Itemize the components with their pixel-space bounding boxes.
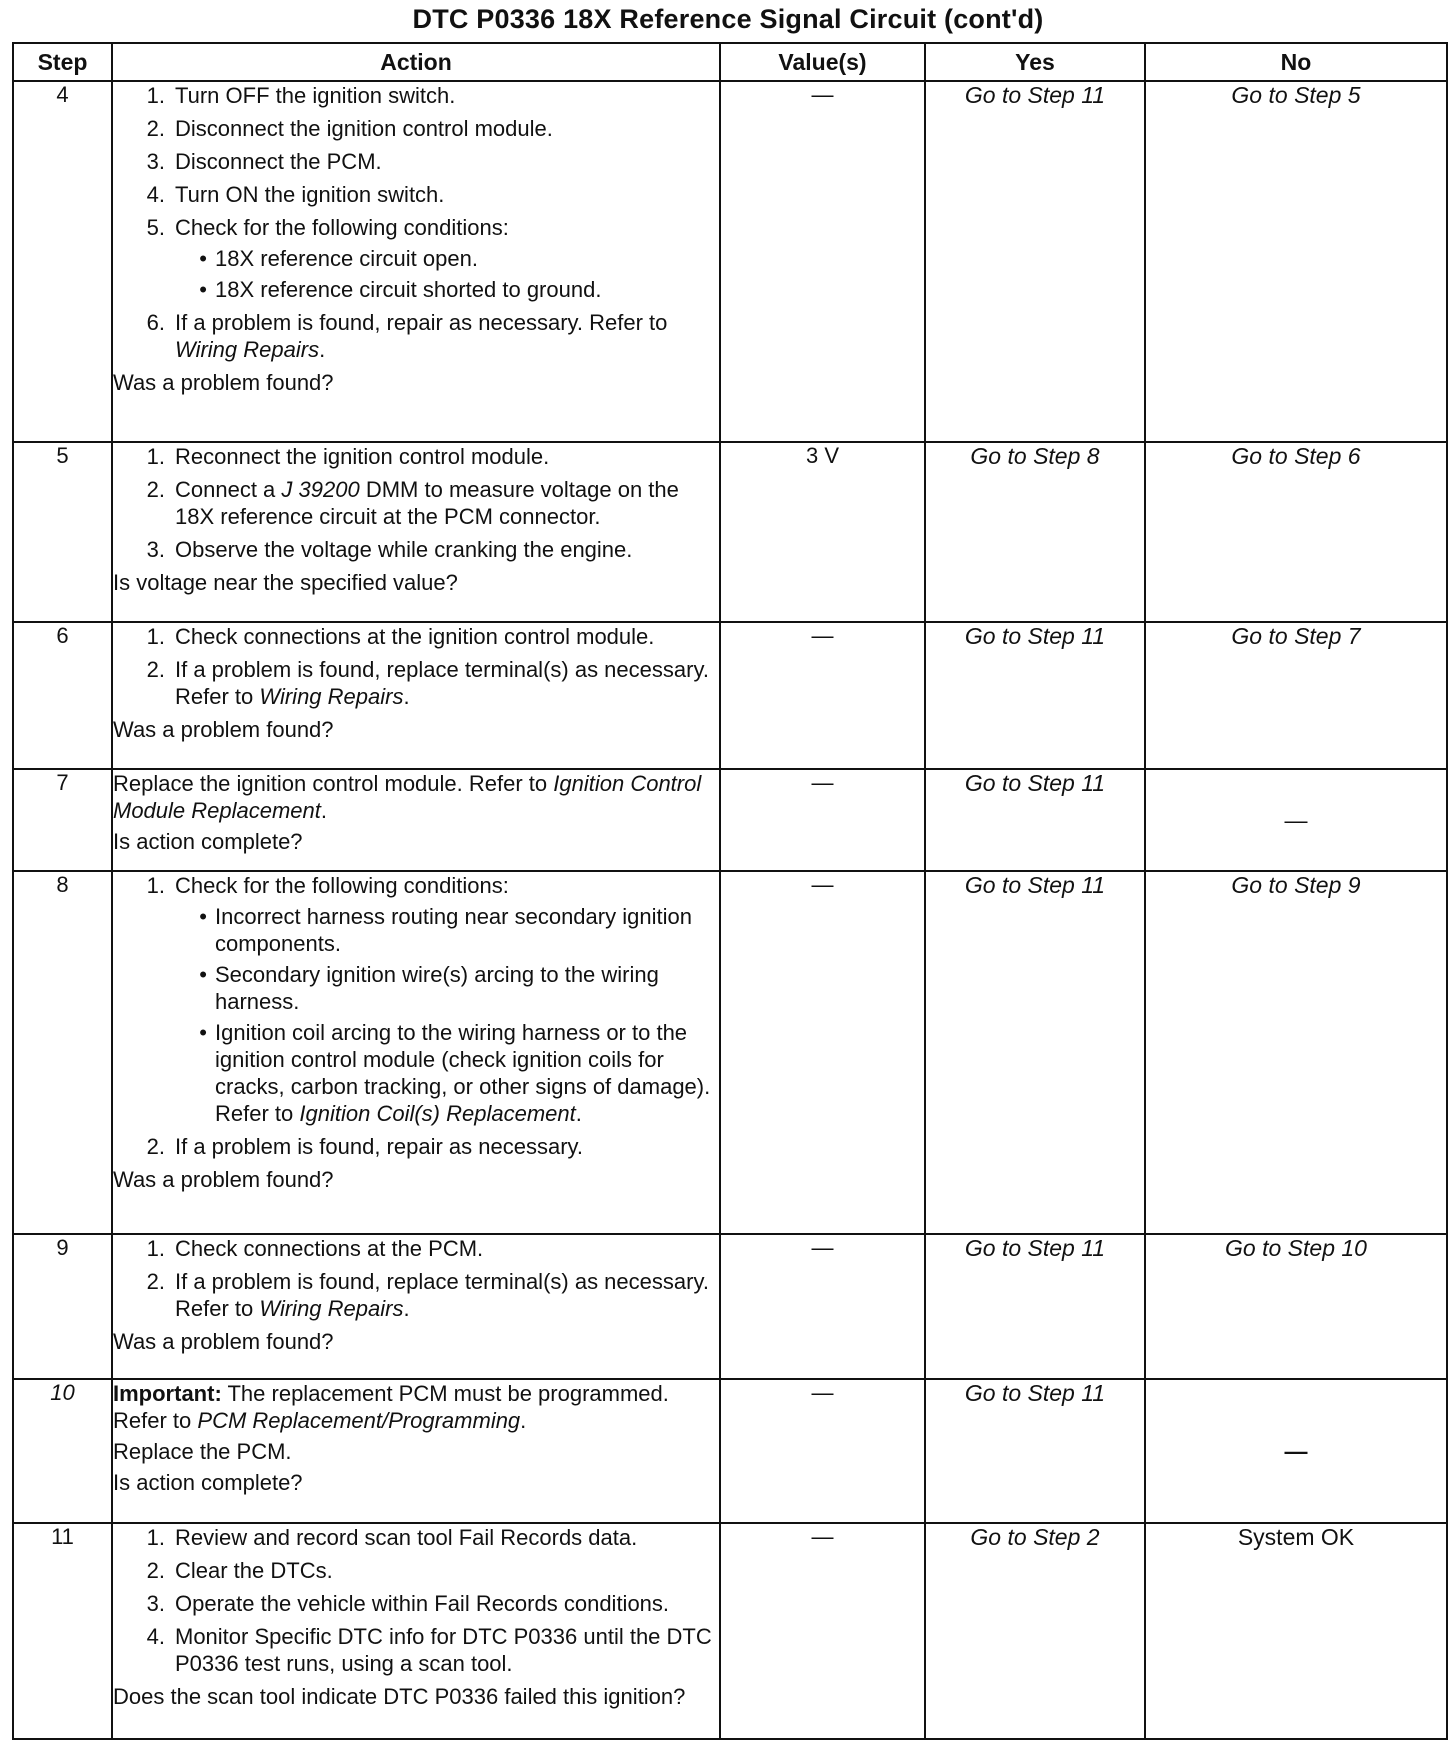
step-number: 11 [13, 1523, 112, 1739]
bullet-item: 18X reference circuit open. [215, 246, 478, 271]
header-action: Action [112, 43, 720, 81]
page-title: DTC P0336 18X Reference Signal Circuit (cont'd) [412, 4, 1044, 34]
action-question: Is action complete? [113, 829, 303, 854]
action-item: Monitor Specific DTC info for DTC P0336 until the DTC P0336 test runs, using a scan tool. [175, 1624, 712, 1676]
action-item: If a problem is found, replace terminal(s) as necessary. Refer to [175, 657, 709, 709]
action-question: Is voltage near the specified value? [113, 570, 458, 595]
table-row [13, 81, 1447, 442]
no-result: Go to Step 7 [1145, 622, 1447, 769]
header-values: Value(s) [720, 43, 925, 81]
step-number: 9 [13, 1234, 112, 1379]
reference-link: Wiring Repairs [175, 337, 320, 362]
tool-reference: J 39200 [281, 477, 360, 502]
bullet-item: Incorrect harness routing near secondary ignition components. [215, 904, 692, 956]
action-item: DMM to measure voltage on the 18X reference circuit at the PCM connector. [175, 477, 679, 529]
yes-result: Go to Step 11 [925, 1234, 1145, 1379]
step-number: 10 [13, 1379, 112, 1523]
action-cell: 1. Reconnect the ignition control module. 2. Connect a J 39200 DMM to measure voltage on the 18X reference circuit at the PCM connector. 3. Observe the voltage while cranking the engine. Is voltage near the specified value? [112, 442, 720, 622]
value-cell: — [720, 81, 925, 442]
yes-result: Go to Step 11 [925, 622, 1145, 769]
value-cell: — [720, 622, 925, 769]
value-cell: — [720, 1234, 925, 1379]
action-question: Was a problem found? [113, 370, 334, 395]
step-number: 6 [13, 622, 112, 769]
bullet-item: Ignition coil arcing to the wiring harness or to the ignition control module (check ignition coils for cracks, carbon tracking, or other signs of damage). Refer to [215, 1020, 711, 1126]
table-row [13, 1234, 1447, 1379]
no-result: — [1145, 769, 1447, 871]
reference-link: Wiring Repairs [259, 1296, 404, 1321]
action-item: Disconnect the ignition control module. [175, 116, 553, 141]
value-cell: — [720, 1379, 925, 1523]
action-question: Does the scan tool indicate DTC P0336 failed this ignition? [113, 1684, 686, 1709]
value-cell: — [720, 769, 925, 871]
action-question: Is action complete? [113, 1470, 303, 1495]
action-text: Replace the ignition control module. Refer to [113, 771, 548, 796]
no-result: System OK [1145, 1523, 1447, 1739]
step-number: 4 [13, 81, 112, 442]
reference-link: Ignition Control Module Replacement [113, 771, 702, 823]
action-item: If a problem is found, repair as necessary. [175, 1134, 584, 1159]
action-item: Check connections at the ignition control module. [175, 624, 655, 649]
step-number: 5 [13, 442, 112, 622]
action-item: Connect a [175, 477, 276, 502]
table-row [13, 769, 1447, 871]
action-question: Was a problem found? [113, 1329, 334, 1354]
step-number: 7 [13, 769, 112, 871]
action-cell: 1. Check connections at the ignition control module. 2. If a problem is found, replace terminal(s) as necessary. Refer to Wiring Repairs. Was a problem found? [112, 622, 720, 769]
table-row [13, 1523, 1447, 1739]
yes-result: Go to Step 11 [925, 871, 1145, 1234]
no-result: — [1145, 1379, 1447, 1523]
action-item: Operate the vehicle within Fail Records conditions. [175, 1591, 670, 1616]
action-cell: 1. Check for the following conditions: • Incorrect harness routing near secondary ignition components. • Secondary ignition wire(s) arcing to the wiring harness. • Ignition coil arcing to the wiring harness or to the ignition control module (check ignition coils for cracks, carbon tracking, or other signs of damage). Refer to Ignition Coil(s) Replacement. 2. If a problem is found, repair as necessary. Was a problem found? [112, 871, 720, 1234]
header-yes: Yes [925, 43, 1145, 81]
action-item: Clear the DTCs. [175, 1558, 333, 1583]
important-note: The replacement PCM must be programmed. Refer to [113, 1381, 669, 1433]
reference-link: Wiring Repairs [259, 684, 404, 709]
yes-result: Go to Step 11 [925, 81, 1145, 442]
header-no: No [1145, 43, 1447, 81]
no-result: Go to Step 10 [1145, 1234, 1447, 1379]
table-row [13, 442, 1447, 622]
action-question: Was a problem found? [113, 1167, 334, 1192]
yes-result: Go to Step 11 [925, 1379, 1145, 1523]
action-cell: 1. Turn OFF the ignition switch. 2. Disconnect the ignition control module. 3. Disconnect the PCM. 4. Turn ON the ignition switch. 5. Check for the following conditions: • 18X reference circuit open. • 18X reference circuit shorted to ground. 6. If a problem is found, repair as necessary. Refer to Wiring Repairs. Was a problem found? [112, 81, 720, 442]
table-row [13, 871, 1447, 1234]
action-item: If a problem is found, repair as necessary. Refer to [175, 310, 668, 335]
action-cell: Important: The replacement PCM must be programmed. Refer to PCM Replacement/Programming. Replace the PCM. Is action complete? [112, 1379, 720, 1523]
value-cell: 3 V [720, 442, 925, 622]
action-item: Reconnect the ignition control module. [175, 444, 550, 469]
value-cell: — [720, 1523, 925, 1739]
no-result: Go to Step 9 [1145, 871, 1447, 1234]
table-row [13, 1379, 1447, 1523]
action-cell: 1. Review and record scan tool Fail Records data. 2. Clear the DTCs. 3. Operate the vehicle within Fail Records conditions. 4. Monitor Specific DTC info for DTC P0336 until the DTC P0336 test runs, using a scan tool. Does the scan tool indicate DTC P0336 failed this ignition? [112, 1523, 720, 1739]
action-cell: 1. Check connections at the PCM. 2. If a problem is found, replace terminal(s) as necessary. Refer to Wiring Repairs. Was a problem found? [112, 1234, 720, 1379]
step-number: 8 [13, 871, 112, 1234]
header-row [13, 43, 1447, 81]
yes-result: Go to Step 2 [925, 1523, 1145, 1739]
action-item: Disconnect the PCM. [175, 149, 382, 174]
diagnostic-table [12, 42, 1448, 1740]
action-item: Review and record scan tool Fail Records data. [175, 1525, 638, 1550]
action-item: Turn ON the ignition switch. [175, 182, 445, 207]
yes-result: Go to Step 8 [925, 442, 1145, 622]
header-step: Step [13, 43, 112, 81]
action-item: Check for the following conditions: [175, 215, 509, 240]
bullet-item: 18X reference circuit shorted to ground. [215, 277, 602, 302]
yes-result: Go to Step 11 [925, 769, 1145, 871]
reference-link: PCM Replacement/Programming [197, 1408, 521, 1433]
action-item: Check connections at the PCM. [175, 1236, 484, 1261]
action-cell: Replace the ignition control module. Refer to Ignition Control Module Replacement. Is action complete? [112, 769, 720, 871]
value-cell: — [720, 871, 925, 1234]
action-item: If a problem is found, replace terminal(s) as necessary. Refer to [175, 1269, 709, 1321]
no-result: Go to Step 6 [1145, 442, 1447, 622]
reference-link: Ignition Coil(s) Replacement [299, 1101, 576, 1126]
action-item: Observe the voltage while cranking the engine. [175, 537, 633, 562]
important-label: Important: [113, 1381, 222, 1406]
bullet-item: Secondary ignition wire(s) arcing to the wiring harness. [215, 962, 659, 1014]
action-question: Was a problem found? [113, 717, 334, 742]
no-result: Go to Step 5 [1145, 81, 1447, 442]
action-text: Replace the PCM. [113, 1439, 292, 1464]
action-item: Check for the following conditions: [175, 873, 509, 898]
table-row [13, 622, 1447, 769]
action-item: Turn OFF the ignition switch. [175, 83, 456, 108]
